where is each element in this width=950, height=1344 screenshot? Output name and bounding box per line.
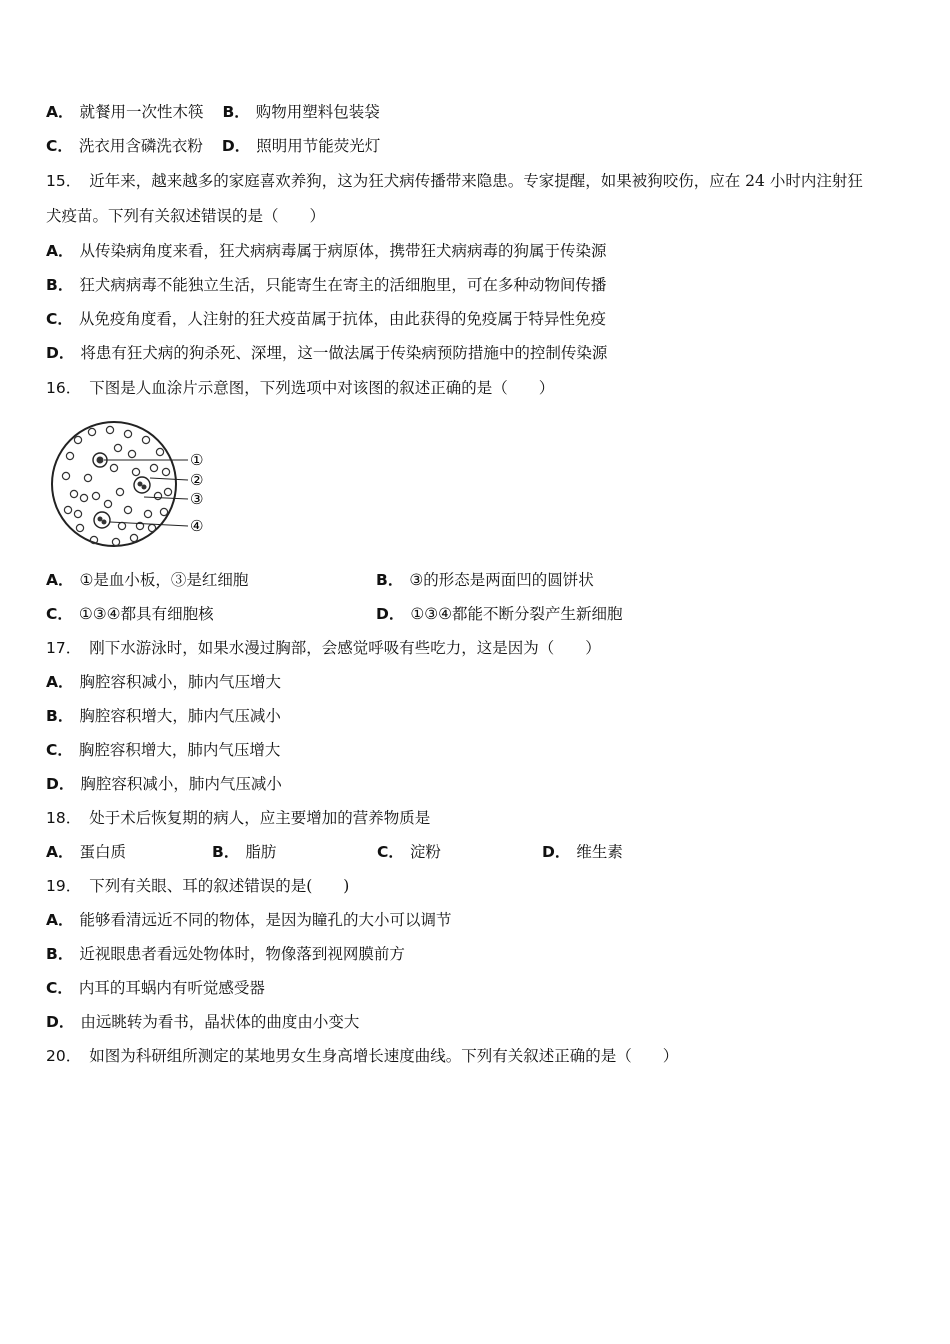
- option-label: A．: [46, 242, 74, 260]
- q15-option-c: [46, 309, 606, 329]
- option-text: 蛋白质: [79, 843, 127, 861]
- option-text: 胸腔容积减小，肺内气压减小: [80, 775, 282, 793]
- option-text: ①③④都能不断分裂产生新细胞: [410, 605, 623, 623]
- question-number: 15．: [46, 172, 82, 190]
- question-number: 17．: [46, 639, 82, 657]
- q15-stem-line1: [46, 171, 863, 191]
- red-blood-cell: [66, 452, 73, 459]
- option-label: B．: [222, 103, 250, 121]
- option-label: A．: [46, 103, 74, 121]
- q14-options-row2: [46, 136, 380, 156]
- red-blood-cell: [148, 524, 155, 531]
- option-text: 洗衣用含磷洗衣粉: [78, 137, 203, 155]
- option-text: 近视眼患者看远处物体时，物像落到视网膜前方: [79, 945, 405, 963]
- option-label: D．: [221, 137, 251, 155]
- q17-option-a: [46, 672, 281, 692]
- figure-label-4: ④: [190, 517, 204, 535]
- option-label: C．: [46, 741, 73, 759]
- white-blood-cell-3: [94, 512, 110, 528]
- option-text: 购物用塑料包装袋: [255, 103, 380, 121]
- red-blood-cell: [112, 538, 119, 545]
- question-number: 18．: [46, 809, 82, 827]
- figure-label-2: ②: [190, 471, 204, 489]
- red-blood-cell: [118, 522, 125, 529]
- red-blood-cell: [130, 534, 137, 541]
- smear-circle: [52, 422, 176, 546]
- question-stem: 下列有关眼、耳的叙述错误的是( ): [89, 877, 350, 895]
- red-blood-cell: [128, 450, 135, 457]
- option-label: B．: [46, 707, 74, 725]
- q19-option-b: [46, 944, 405, 964]
- option-label: C．: [46, 979, 73, 997]
- red-blood-cell: [84, 474, 91, 481]
- q15-option-a: [46, 241, 607, 261]
- question-stem: 下图是人血涂片示意图，下列选项中对该图的叙述正确的是（ ）: [89, 379, 555, 397]
- option-text: ①是血小板，③是红细胞: [79, 571, 249, 589]
- q18-option-b: [212, 842, 276, 862]
- q15-option-d: [46, 343, 607, 363]
- red-blood-cell: [144, 510, 151, 517]
- red-blood-cell: [80, 494, 87, 501]
- option-label: B．: [212, 843, 240, 861]
- red-blood-cell: [150, 464, 157, 471]
- q18-option-d: [542, 842, 623, 862]
- option-text: 照明用节能荧光灯: [256, 137, 381, 155]
- option-label: A．: [46, 571, 74, 589]
- question-number: 20．: [46, 1047, 82, 1065]
- red-blood-cell: [74, 436, 81, 443]
- q16-option-c: [46, 604, 214, 624]
- figure-label-1: ①: [190, 451, 204, 469]
- option-label: A．: [46, 843, 74, 861]
- red-blood-cell: [164, 488, 171, 495]
- q19-option-a: [46, 910, 452, 930]
- question-stem: 近年来，越来越多的家庭喜欢养狗，这为狂犬病传播带来隐患。专家提醒，如果被狗咬伤，应在 24 小时内注射狂: [89, 172, 863, 190]
- option-label: D．: [376, 605, 405, 623]
- q17-option-d: [46, 774, 282, 794]
- q18-option-c: [377, 842, 441, 862]
- q17-option-b: [46, 706, 281, 726]
- red-blood-cell: [116, 488, 123, 495]
- question-stem: 刚下水游泳时，如果水漫过胸部，会感觉呼吸有些吃力，这是因为（ ）: [89, 639, 601, 657]
- question-number: 19．: [46, 877, 82, 895]
- option-label: B．: [376, 571, 404, 589]
- red-blood-cell: [114, 444, 121, 451]
- red-blood-cell: [156, 448, 163, 455]
- red-blood-cell: [106, 426, 113, 433]
- q16-option-d: [376, 604, 623, 624]
- red-blood-cell: [64, 506, 71, 513]
- red-blood-cell: [124, 506, 131, 513]
- question-stem: 犬疫苗。下列有关叙述错误的是（ ）: [46, 207, 326, 225]
- option-label: D．: [46, 1013, 75, 1031]
- red-blood-cell: [132, 468, 139, 475]
- option-text: 维生素: [576, 843, 623, 861]
- red-blood-cell: [160, 508, 167, 515]
- option-label: A．: [46, 673, 74, 691]
- q16-option-b: [376, 570, 594, 590]
- option-text: 从传染病角度来看，狂犬病病毒属于病原体，携带狂犬病病毒的狗属于传染源: [79, 242, 607, 260]
- white-blood-cell-2: [134, 477, 150, 493]
- option-label: D．: [542, 843, 571, 861]
- question-stem: 如图为科研组所测定的某地男女生身高增长速度曲线。下列有关叙述正确的是（ ）: [89, 1047, 679, 1065]
- q14-options-row1: [46, 102, 380, 122]
- q17-stem: [46, 638, 601, 658]
- red-blood-cell: [142, 436, 149, 443]
- red-blood-cell: [124, 430, 131, 437]
- option-text: 能够看清远近不同的物体，是因为瞳孔的大小可以调节: [79, 911, 452, 929]
- red-blood-cell: [62, 472, 69, 479]
- option-text: 由远眺转为看书，晶状体的曲度由小变大: [80, 1013, 360, 1031]
- option-text: ①③④都具有细胞核: [78, 605, 214, 623]
- red-blood-cell: [70, 490, 77, 497]
- red-blood-cell: [110, 464, 117, 471]
- option-label: B．: [46, 945, 74, 963]
- option-text: 脂肪: [245, 843, 277, 861]
- red-blood-cell: [162, 468, 169, 475]
- red-blood-cell: [74, 510, 81, 517]
- option-text: 就餐用一次性木筷: [79, 103, 204, 121]
- red-blood-cell: [104, 500, 111, 507]
- q17-option-c: [46, 740, 280, 760]
- option-label: C．: [377, 843, 404, 861]
- option-label: B．: [46, 276, 74, 294]
- q18-stem: [46, 808, 430, 828]
- q16-stem: [46, 378, 554, 398]
- q15-option-b: [46, 275, 606, 295]
- option-label: A．: [46, 911, 74, 929]
- option-text: 将患有狂犬病的狗杀死、深埋，这一做法属于传染病预防措施中的控制传染源: [80, 344, 608, 362]
- option-text: 从免疫角度看，人注射的狂犬疫苗属于抗体，由此获得的免疫属于特异性免疫: [78, 310, 606, 328]
- option-label: D．: [46, 775, 75, 793]
- option-text: ③的形态是两面凹的圆饼状: [409, 571, 594, 589]
- red-blood-cell: [154, 492, 161, 499]
- option-text: 胸腔容积增大，肺内气压减小: [79, 707, 281, 725]
- option-text: 淀粉: [409, 843, 441, 861]
- q19-option-c: [46, 978, 265, 998]
- red-blood-cells: [62, 426, 171, 545]
- option-label: C．: [46, 605, 73, 623]
- q18-option-a: [46, 842, 126, 862]
- figure-label-3: ③: [190, 490, 204, 508]
- red-blood-cell: [92, 492, 99, 499]
- q20-stem: [46, 1046, 678, 1066]
- option-label: D．: [46, 344, 75, 362]
- blood-smear-figure: [48, 418, 220, 554]
- red-blood-cell: [76, 524, 83, 531]
- red-blood-cell: [88, 428, 95, 435]
- q19-stem: [46, 876, 349, 896]
- option-label: C．: [46, 137, 73, 155]
- q19-option-d: [46, 1012, 359, 1032]
- option-text: 胸腔容积增大，肺内气压增大: [78, 741, 281, 759]
- option-text: 狂犬病病毒不能独立生活，只能寄生在寄主的活细胞里，可在多种动物间传播: [79, 276, 607, 294]
- option-text: 胸腔容积减小，肺内气压增大: [79, 673, 282, 691]
- option-label: C．: [46, 310, 73, 328]
- q15-stem-line2: [46, 206, 325, 226]
- option-text: 内耳的耳蜗内有听觉感受器: [78, 979, 265, 997]
- q16-option-a: [46, 570, 248, 590]
- question-stem: 处于术后恢复期的病人，应主要增加的营养物质是: [89, 809, 431, 827]
- question-number: 16．: [46, 379, 82, 397]
